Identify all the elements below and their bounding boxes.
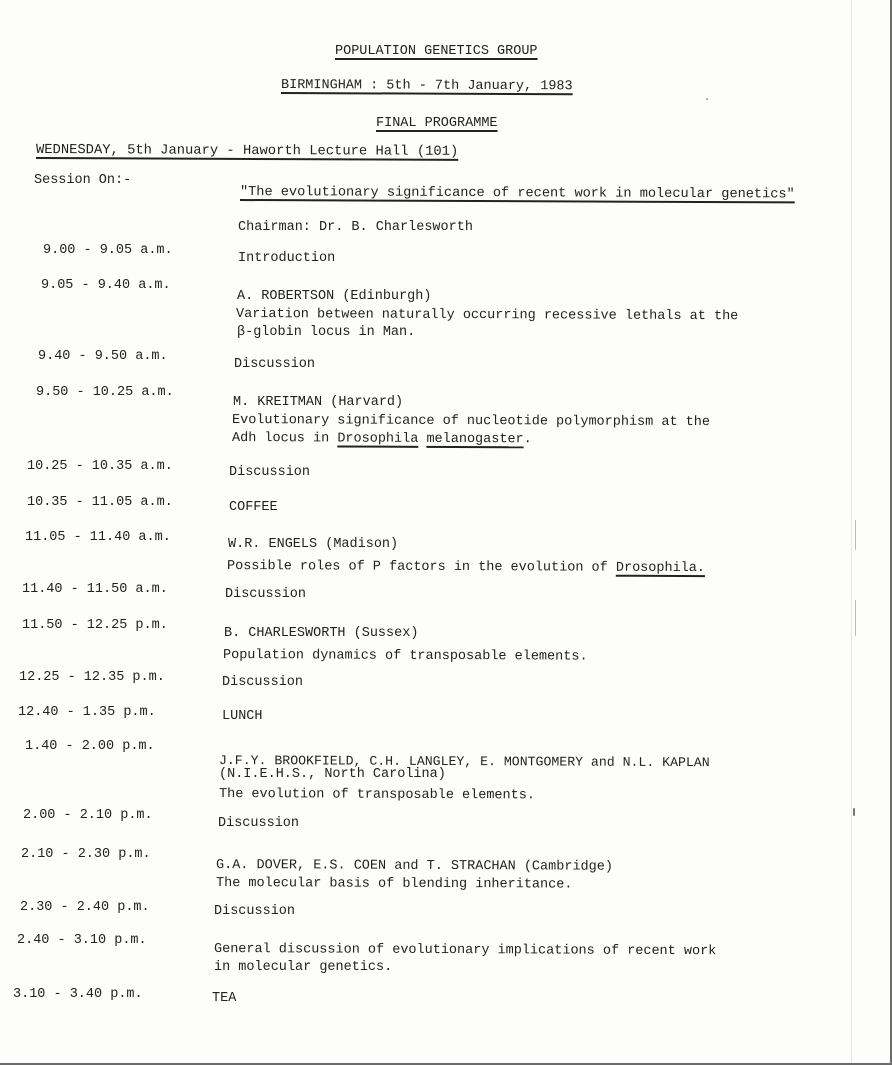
location-dates-heading: BIRMINGHAM : 5th - 7th January, 1983 [280,78,573,95]
session-chairman: Chairman: Dr. B. Charlesworth [238,220,473,235]
talk-title [227,559,705,576]
talk-title: Variation between naturally occurring recessive lethals at the [235,307,739,325]
talk-title: β-globin locus in Man. [237,325,416,340]
talk-title: The evolution of transposable elements. [218,787,535,804]
schedule-item: TEA [212,991,237,1006]
schedule-item: COFFEE [229,500,278,515]
species-term: Drosophila [337,431,419,447]
speaker-affiliation: (N.I.E.H.S., North Carolina) [219,767,446,782]
talk-title: The molecular basis of blending inheritance. [215,876,573,893]
schedule-item: Discussion [222,675,304,690]
schedule-time: 9.05 - 9.40 a.m. [41,278,171,293]
schedule-time: 10.35 - 11.05 a.m. [27,495,173,510]
talk-title [232,431,532,447]
talk-title: Population dynamics of transposable elements. [222,648,588,665]
session-label: Session On:- [34,173,132,188]
programme-heading: FINAL PROGRAMME [376,116,498,131]
schedule-time: 11.50 - 12.25 p.m. [22,618,168,633]
schedule-item: Discussion [225,587,307,602]
schedule-time: 11.40 - 11.50 a.m. [22,582,168,597]
schedule-item: Discussion [229,465,311,480]
day-venue-heading: WEDNESDAY, 5th January - Haworth Lecture Hall (101) [35,143,459,160]
schedule-time: 2.40 - 3.10 p.m. [17,933,147,948]
talk-title-text: Adh locus in [231,431,338,447]
schedule-item: Discussion [234,357,316,372]
speaker: W.R. ENGELS (Madison) [228,537,399,552]
schedule-time: 9.00 - 9.05 a.m. [43,243,173,258]
talk-title: in molecular genetics. [214,960,393,975]
schedule-item: Introduction [238,251,336,266]
schedule-time: 12.40 - 1.35 p.m. [18,705,156,720]
schedule-time: 2.10 - 2.30 p.m. [21,847,151,862]
talk-title: Evolutionary significance of nucleotide polymorphism at the [231,413,711,431]
schedule-time: 9.50 - 10.25 a.m. [36,385,174,400]
schedule-time: 1.40 - 2.00 p.m. [25,739,155,754]
page-edge-shadow [851,0,852,1063]
speaker: A. ROBERTSON (Edinburgh) [237,289,432,304]
schedule-time: 2.30 - 2.40 p.m. [20,900,150,915]
schedule-time: 12.25 - 12.35 p.m. [19,670,165,685]
schedule-item: Discussion [218,816,300,831]
speaker: G.A. DOVER, E.S. COEN and T. STRACHAN (Cambridge) [215,858,613,875]
speaker: M. KREITMAN (Harvard) [233,395,404,410]
schedule-time: 2.00 - 2.10 p.m. [23,808,153,823]
org-heading: POPULATION GENETICS GROUP [335,44,538,59]
schedule-time: 11.05 - 11.40 a.m. [25,530,171,545]
period: . [523,432,532,448]
speaker: J.F.Y. BROOKFIELD, C.H. LANGLEY, E. MONTGOMERY and N.L. KAPLAN [218,753,710,771]
schedule-item: Discussion [214,904,296,919]
speaker: B. CHARLESWORTH (Sussex) [224,626,419,641]
schedule-time: 9.40 - 9.50 a.m. [38,349,168,364]
talk-title-text: Possible roles of P factors in the evolution of [226,559,616,576]
species-term: Drosophila. [615,560,706,577]
session-title: "The evolutionary significance of recent work in molecular genetics" [239,185,795,203]
schedule-item: LUNCH [222,709,263,724]
talk-title: General discussion of evolutionary implications of recent work [213,942,717,960]
species-term: melanogaster [426,431,524,448]
schedule-time: 10.25 - 10.35 a.m. [27,459,173,474]
schedule-time: 3.10 - 3.40 p.m. [13,987,143,1002]
